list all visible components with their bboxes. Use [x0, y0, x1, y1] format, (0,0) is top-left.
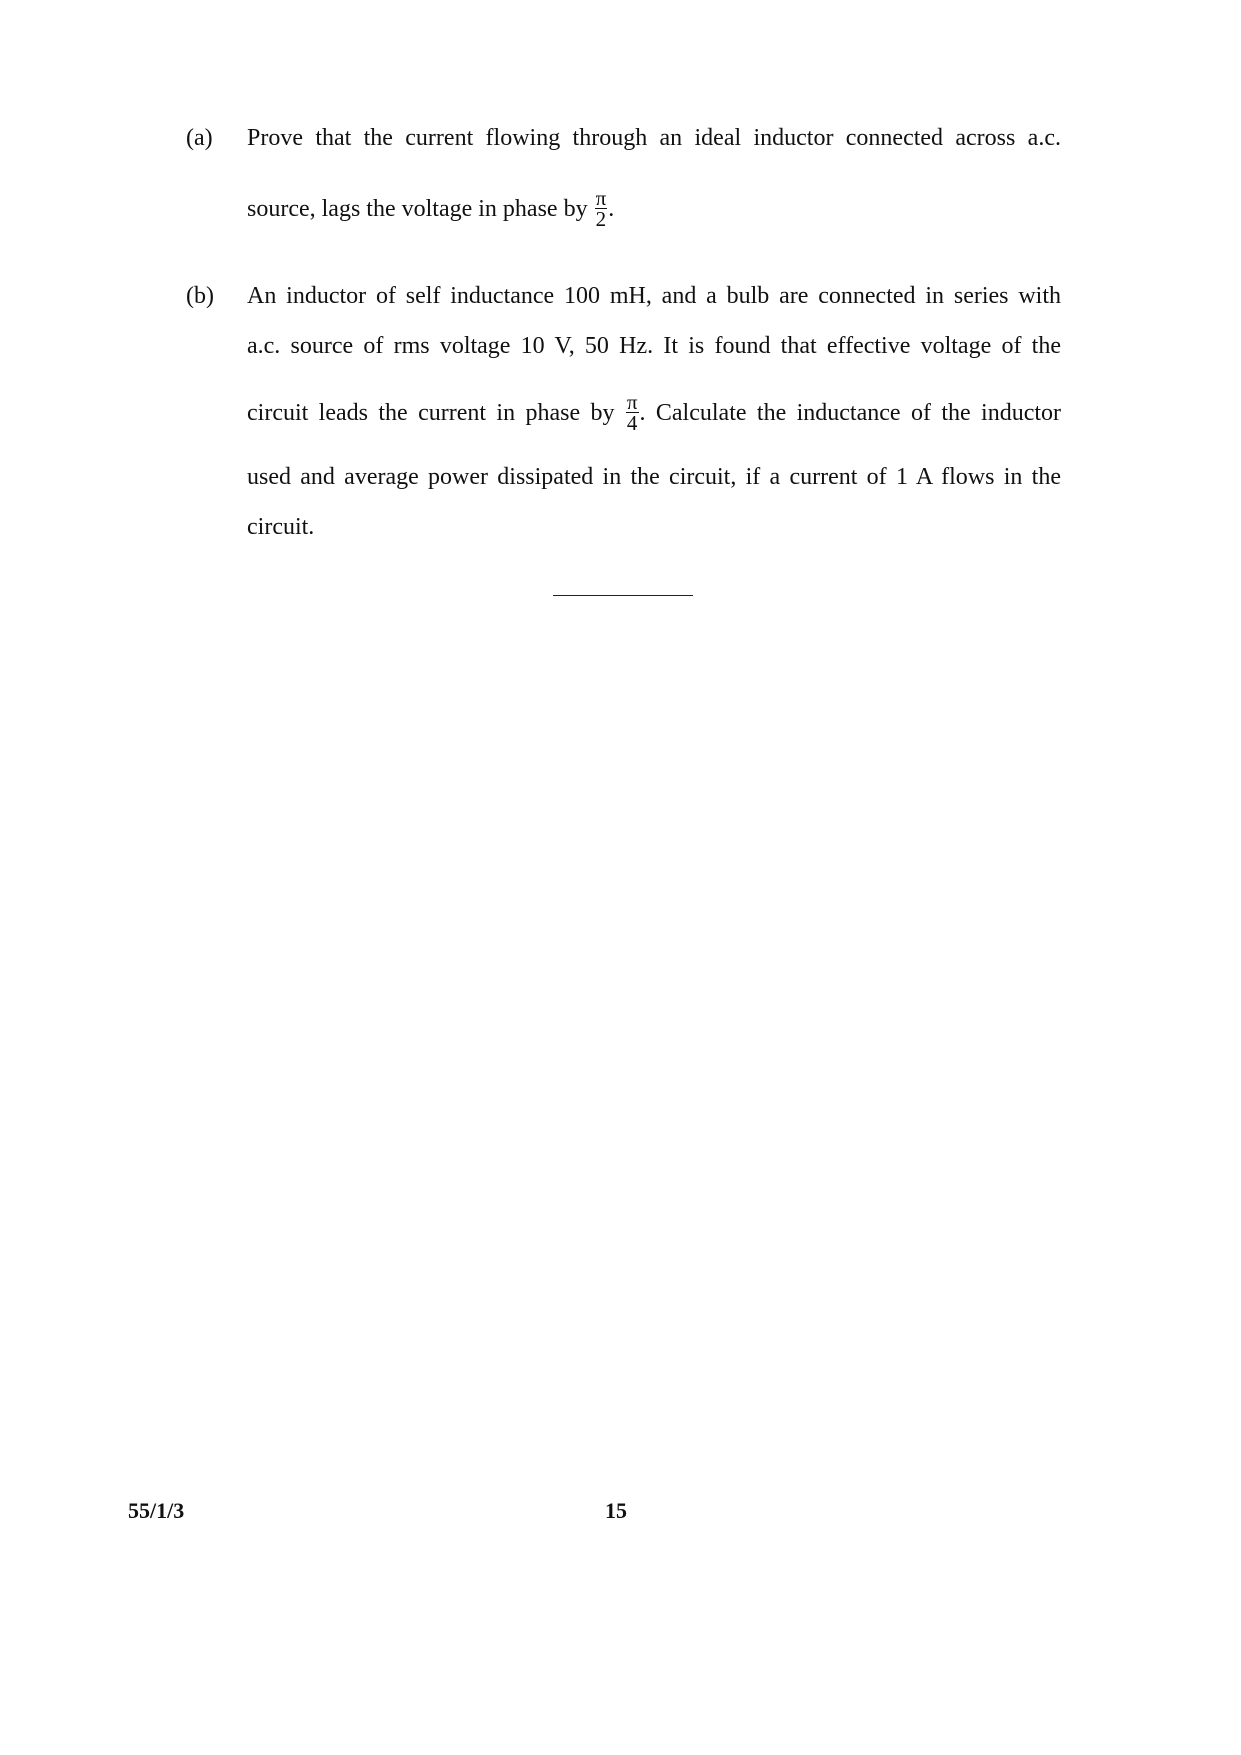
fraction-pi-over-4	[626, 392, 639, 433]
fraction-pi-over-2	[595, 188, 608, 229]
question-label: (b)	[186, 283, 214, 309]
page-number: 15	[605, 1498, 627, 1523]
question-line: used and average power dissipated in the circuit, if a current of 1 A flows in the	[247, 464, 1061, 490]
question-line: Prove that the current flowing through an ideal inductor connected across a.c.	[247, 125, 1061, 151]
question-line: a.c. source of rms voltage 10 V, 50 Hz. It is found that effective voltage of the	[247, 333, 1061, 359]
question-line	[247, 186, 1061, 231]
question-line-text: .	[608, 196, 615, 223]
question-line: An inductor of self inductance 100 mH, and a bulb are connected in series with	[247, 283, 1061, 309]
fraction-numerator: π	[595, 186, 607, 210]
question-line-text: source, lags the voltage in phase by	[247, 196, 588, 223]
paper-code: 55/1/3	[128, 1498, 185, 1523]
question-line	[247, 390, 1062, 435]
question-line-text: circuit leads the current in phase by	[247, 400, 615, 427]
question-line: circuit.	[247, 514, 315, 540]
fraction-denominator: 4	[626, 411, 638, 435]
question-line-text: . Calculate the inductance of the inductor	[639, 400, 1062, 427]
question-label: (a)	[186, 125, 213, 151]
fraction-numerator: π	[626, 390, 638, 414]
fraction-denominator: 2	[595, 207, 607, 231]
end-of-section-rule	[553, 595, 693, 596]
